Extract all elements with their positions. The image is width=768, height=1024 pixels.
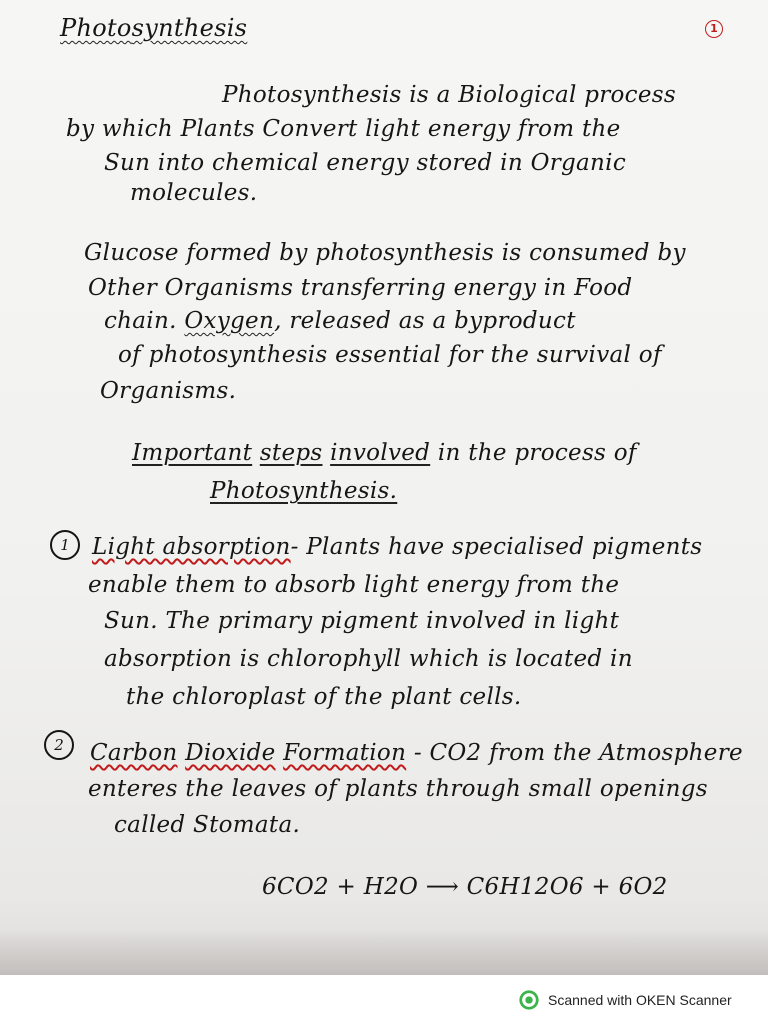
para2-oxygen: Oxygen xyxy=(184,308,275,334)
photosynthesis-equation: 6CO2 + H2O ⟶ C6H12O6 + 6O2 xyxy=(262,874,668,900)
scanner-footer-text: Scanned with OKEN Scanner xyxy=(548,992,732,1008)
steps-heading-steps: steps xyxy=(259,440,323,466)
steps-heading-rest: in the process of xyxy=(437,440,637,466)
step-2-line-2: enteres the leaves of plants through small openings xyxy=(88,776,708,802)
scanner-footer xyxy=(518,988,732,1012)
steps-heading-line-2 xyxy=(210,478,397,504)
step-2-dioxide: Dioxide xyxy=(185,740,276,766)
step-2-formation: Formation xyxy=(283,740,407,766)
step-1-line-4: absorption is chlorophyll which is located in xyxy=(104,646,633,672)
title-part-2: synthesis xyxy=(131,14,248,42)
step-1-number: 1 xyxy=(50,530,80,560)
para2-line-3 xyxy=(104,308,576,334)
para2-line-5: Organisms. xyxy=(100,378,237,404)
step-1-line-2: enable them to absorb light energy from the xyxy=(88,572,620,598)
oken-scanner-logo-icon xyxy=(518,989,540,1011)
step-1-line-1 xyxy=(92,534,702,560)
para2-line-1: Glucose formed by photosynthesis is consumed by xyxy=(84,240,686,266)
steps-heading-line-1 xyxy=(132,440,637,466)
para2-line-4: of photosynthesis essential for the survival of xyxy=(118,342,662,368)
para2-line-2: Other Organisms transferring energy in Food xyxy=(88,275,633,301)
page-edge-shadow xyxy=(0,930,768,975)
step-2-line-1 xyxy=(90,740,743,766)
steps-heading-important: Important xyxy=(132,440,253,466)
para2-chain: chain. xyxy=(104,308,177,334)
step-1-term: Light absorption xyxy=(92,534,291,560)
step-2-carbon: Carbon xyxy=(90,740,178,766)
title-part-1: Photo xyxy=(60,14,132,42)
intro-line-1: Photosynthesis is a Biological process xyxy=(222,82,676,108)
step-2-number: 2 xyxy=(44,730,74,760)
page-number: 1 xyxy=(705,20,723,38)
page-title xyxy=(60,14,247,42)
step-2-line-3: called Stomata. xyxy=(114,812,301,838)
step-1-line-1-rest: - Plants have specialised pigments xyxy=(290,534,703,560)
step-1-line-5: the chloroplast of the plant cells. xyxy=(126,684,522,710)
intro-line-3: Sun into chemical energy stored in Organic xyxy=(104,150,627,176)
intro-line-2: by which Plants Convert light energy from the xyxy=(66,116,621,142)
para2-released: , released as a byproduct xyxy=(274,308,576,334)
steps-heading-involved: involved xyxy=(330,440,431,466)
steps-heading-photosynthesis: Photosynthesis. xyxy=(210,478,398,504)
intro-line-4: molecules. xyxy=(130,180,258,206)
step-2-line-1-rest: - CO2 from the Atmosphere xyxy=(413,740,743,766)
step-1-line-3: Sun. The primary pigment involved in light xyxy=(104,608,620,634)
